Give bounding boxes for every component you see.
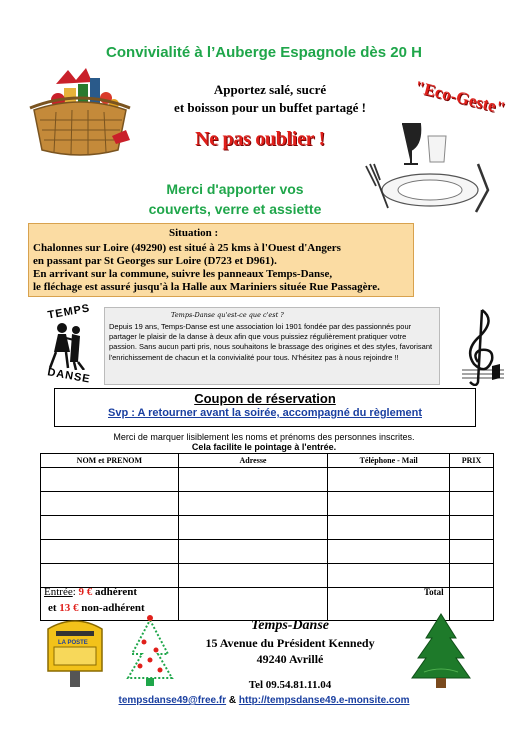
- mailbox-label: LA POSTE: [58, 640, 88, 646]
- about-box: [104, 307, 440, 385]
- coupon-title: Coupon de réservation: [194, 391, 336, 406]
- dancers-icon: [44, 322, 94, 370]
- table-row: [41, 492, 494, 516]
- price-cell[interactable]: [450, 564, 494, 588]
- entree-label: Entrée: [44, 586, 73, 598]
- phone-cell[interactable]: [328, 468, 450, 492]
- treble-clef-icon: [456, 306, 506, 386]
- total-label: Total: [424, 587, 444, 597]
- organizer-address-1: 15 Avenue du Président Kennedy: [205, 636, 375, 650]
- address-cell[interactable]: [178, 564, 328, 588]
- christmas-tree-small-icon: [124, 614, 176, 690]
- address-cell[interactable]: [178, 468, 328, 492]
- situation-line-4: le fléchage est assuré jusqu'à la Halle aux Mariniers située Rue Passagère.: [33, 281, 380, 293]
- nonmember-price: 13 €: [59, 602, 79, 614]
- name-cell[interactable]: [41, 540, 179, 564]
- logo-bottom-text: DANSE: [46, 366, 92, 386]
- situation-line-1: Chalonnes sur Loire (49290) est situé à 25 kms à l'Ouest d'Angers: [33, 242, 341, 254]
- christmas-tree-large-icon: [410, 612, 472, 690]
- situation-line-3: En arrivant sur la commune, suivre les panneaux Temps-Danse,: [33, 268, 333, 280]
- merci-line-2: couverts, verre et assiette: [148, 201, 322, 217]
- phone-cell[interactable]: [328, 492, 450, 516]
- price-cell[interactable]: [450, 492, 494, 516]
- gift-basket-icon: [26, 64, 134, 158]
- table-row: [41, 516, 494, 540]
- price-cell[interactable]: [450, 540, 494, 564]
- notice-line-1: Merci de marquer lisiblement les noms et prénoms des personnes inscrites.: [113, 432, 415, 442]
- member-price: 9 €: [78, 586, 93, 598]
- situation-line-2: en passant par St Georges sur Loire (D723 et D961).: [33, 255, 277, 267]
- temps-danse-logo: [38, 302, 100, 388]
- logo-top-text: TEMPS: [46, 302, 92, 322]
- member-price-line: Entrée: 9 € adhérent: [44, 586, 137, 598]
- table-header-name: NOM et PRENOM: [41, 454, 179, 468]
- intro-line-2: et boisson pour un buffet partagé !: [174, 100, 366, 115]
- price-cell[interactable]: [450, 468, 494, 492]
- table-setting-icon: [360, 116, 500, 216]
- links-separator: &: [228, 695, 237, 706]
- email-link[interactable]: tempsdanse49@free.fr: [118, 695, 227, 706]
- phone-cell[interactable]: [328, 540, 450, 564]
- organizer-phone: Tel 09.54.81.11.04: [248, 679, 332, 691]
- phone-cell[interactable]: [328, 564, 450, 588]
- page-title: Convivialité à l’Auberge Espagnole dès 20 H: [106, 44, 422, 61]
- reminder-heading: Ne pas oublier !: [195, 128, 325, 150]
- organizer-address-2: 49240 Avrillé: [256, 652, 324, 666]
- mailbox-icon: [44, 617, 106, 687]
- phone-cell[interactable]: [328, 516, 450, 540]
- contact-links: [0, 695, 528, 706]
- coupon-box: [54, 388, 476, 427]
- situation-text: [33, 242, 380, 294]
- notice-line-2: Cela facilite le pointage à l'entrée.: [191, 442, 337, 452]
- situation-label: Situation :: [169, 227, 219, 239]
- name-cell[interactable]: [41, 468, 179, 492]
- table-header-address: Adresse: [178, 454, 328, 468]
- address-cell[interactable]: [178, 516, 328, 540]
- merci-line-1: Merci d'apporter vos: [166, 181, 304, 197]
- table-row: [41, 540, 494, 564]
- about-heading: Temps-Danse qu'est-ce que c'est ?: [171, 311, 284, 319]
- address-cell[interactable]: [178, 540, 328, 564]
- table-header-phone: Téléphone - Mail: [328, 454, 450, 468]
- name-cell[interactable]: [41, 516, 179, 540]
- website-link[interactable]: http://tempsdanse49.e-monsite.com: [238, 695, 410, 706]
- table-row: [41, 468, 494, 492]
- address-cell: [178, 588, 328, 621]
- member-label: adhérent: [95, 586, 137, 598]
- table-header-price: PRIX: [450, 454, 494, 468]
- intro-line-1: Apportez salé, sucré: [213, 82, 327, 97]
- nonmember-label: non-adhérent: [81, 602, 145, 614]
- about-body: Depuis 19 ans, Temps-Danse est une association loi 1901 fondée par des passionnés pour partager le plaisir de la danse à deux afin que vous puissiez régulièrement pratiquer votre passion. Sans aucun parti pris, nous souhaitons le brassage des origines et des styles, favorisant l'enrichissement de chacun et la convivialité pour tous. N'hésitez pas à nous rejoindre !!: [109, 322, 433, 362]
- price-cell[interactable]: [450, 516, 494, 540]
- address-cell[interactable]: [178, 492, 328, 516]
- nonmember-prefix: et: [48, 602, 57, 614]
- eco-geste-label: "Eco-Geste": [412, 77, 508, 118]
- pricing-info: [44, 584, 145, 616]
- name-cell[interactable]: [41, 492, 179, 516]
- organizer-name: Temps-Danse: [250, 618, 330, 633]
- situation-box: [28, 223, 414, 297]
- coupon-subtitle: Svp : A retourner avant la soirée, accompagné du règlement: [108, 407, 422, 419]
- table-header-row: [41, 454, 494, 468]
